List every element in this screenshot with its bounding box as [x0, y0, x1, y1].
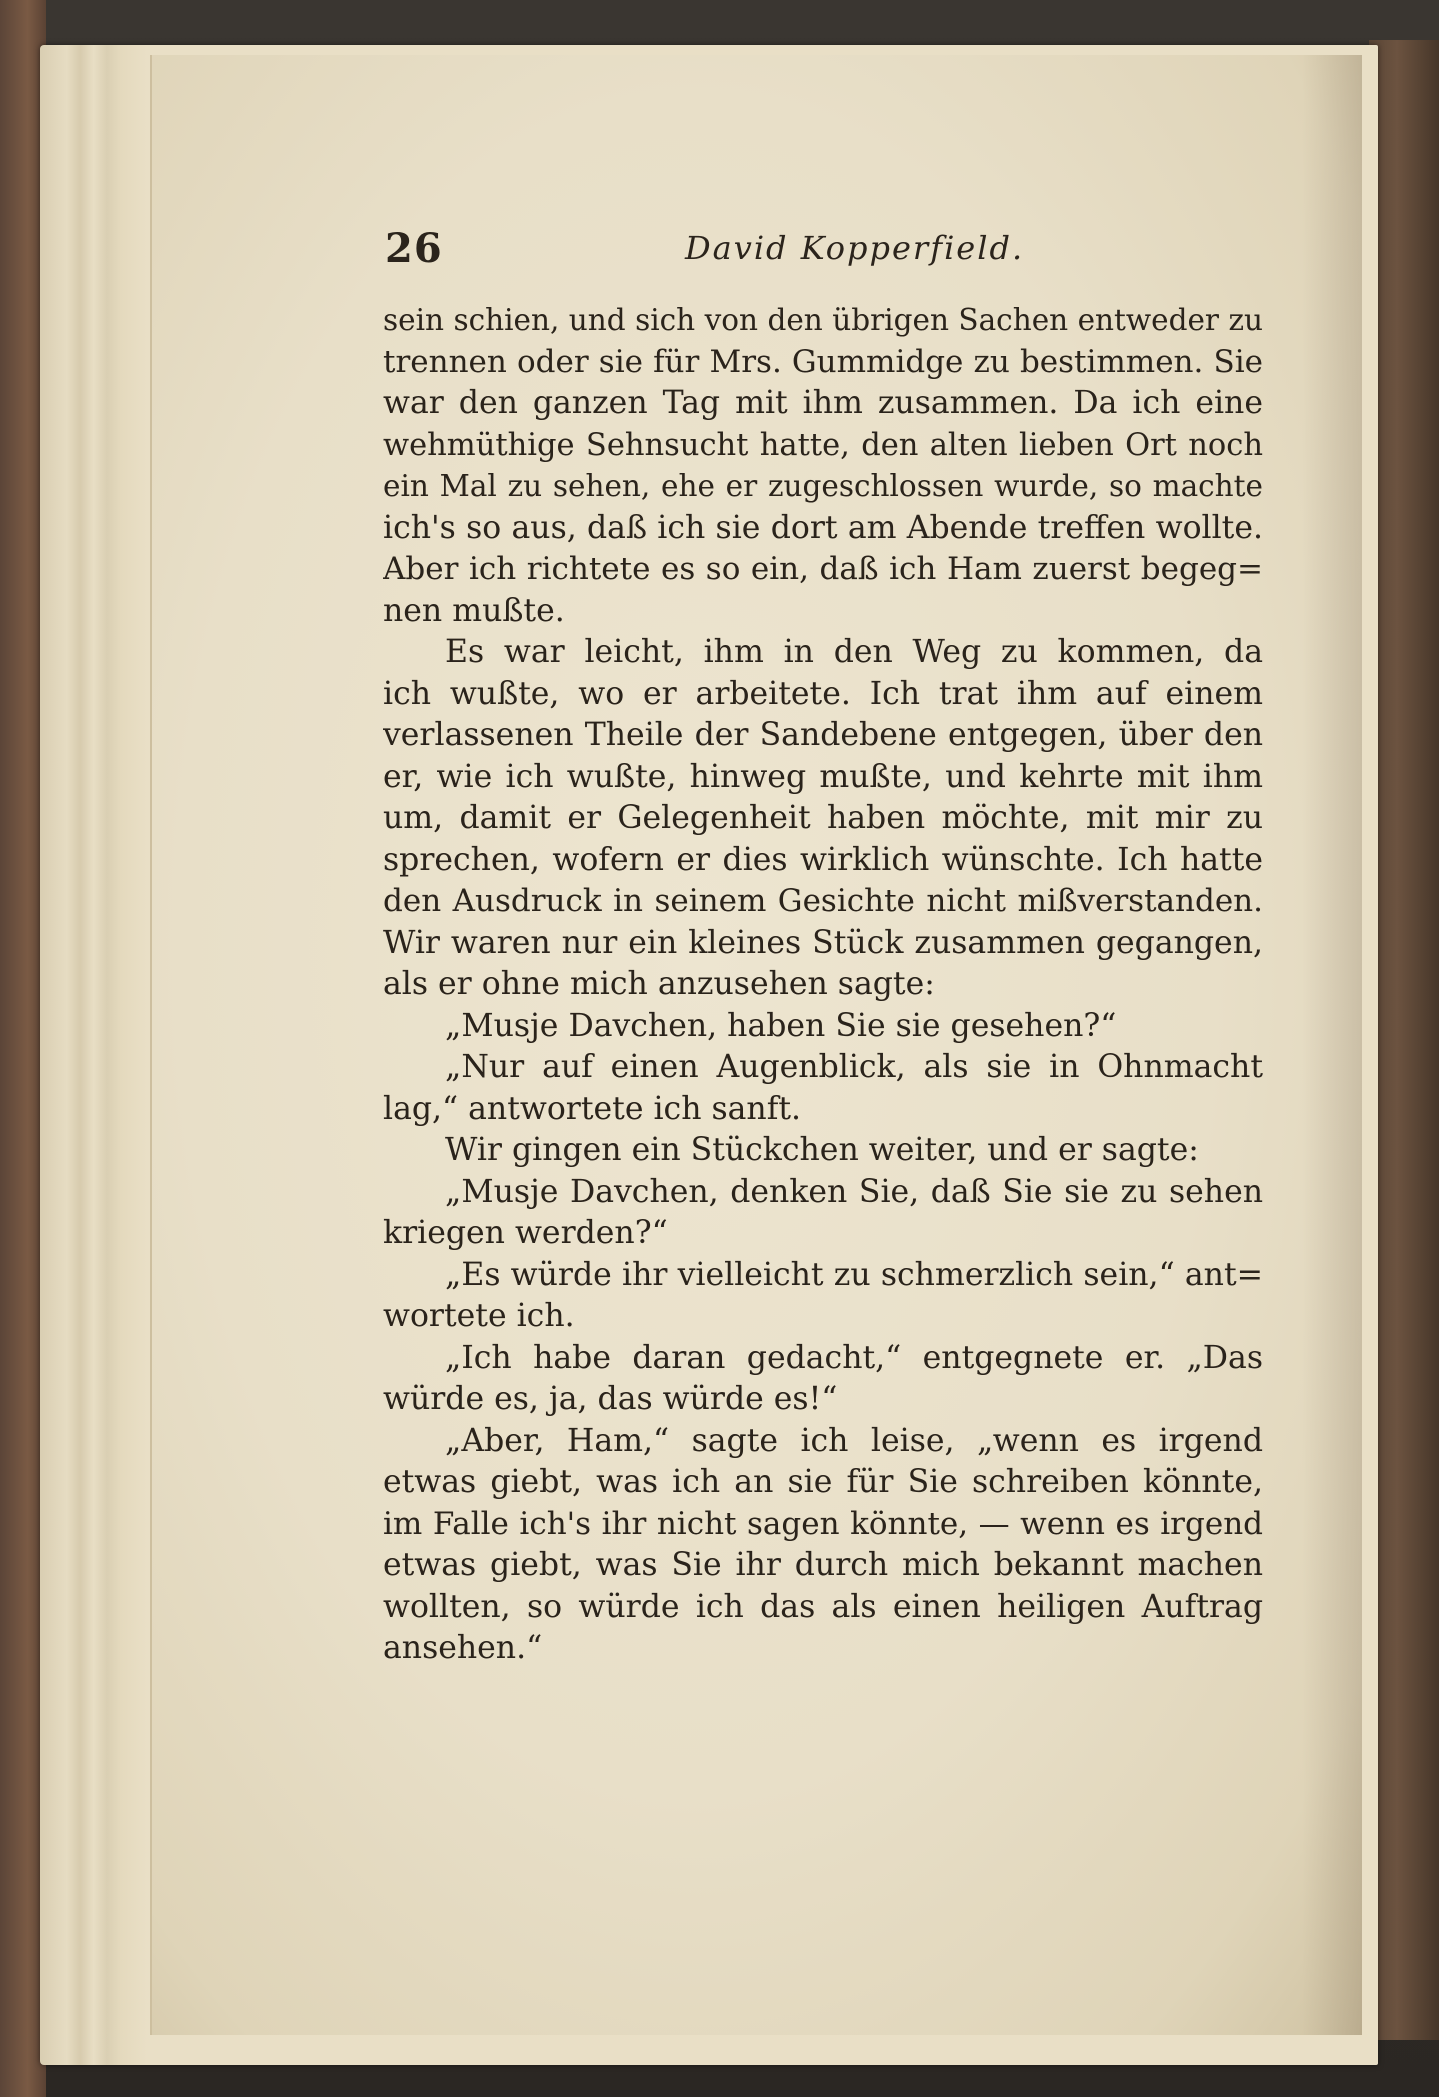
text-line: verlassenen Theile der Sandebene entgegen, über den [383, 717, 1263, 753]
page-header [385, 225, 1025, 285]
text-line: ansehen.“ [383, 1630, 543, 1666]
text-line: Wir gingen ein Stückchen weiter, und er sagte: [445, 1132, 1199, 1168]
text-line: „Ich habe daran gedacht,“ entgegnete er. „Das [445, 1339, 1263, 1376]
text-line: sein schien, und sich von den übrigen Sachen entweder zu [383, 303, 1263, 337]
text-line: „Es würde ihr vielleicht zu schmerzlich sein,“ ant= [445, 1256, 1263, 1293]
text-line: lag,“ antwortete ich sanft. [383, 1090, 802, 1127]
text-line: Es war leicht, ihm in den Weg zu kommen, da [445, 634, 1263, 670]
text-line: „Musje Davchen, denken Sie, daß Sie sie zu sehen [445, 1173, 1263, 1210]
text-line: wollten, so würde ich das als einen heiligen Auftrag [383, 1588, 1263, 1625]
text-line: war den ganzen Tag mit ihm zusammen. Da ich eine [383, 385, 1263, 421]
text-line: wehmüthige Sehnsucht hatte, den alten lieben Ort noch [383, 427, 1263, 463]
text-line: ich's so aus, daß ich sie dort am Abende treffen wollte. [383, 509, 1263, 546]
text-line: er, wie ich wußte, hinweg mußte, und kehrte mit ihm [383, 758, 1263, 795]
text-line: ich wußte, wo er arbeitete. Ich trat ihm auf einem [383, 675, 1263, 712]
text-line: ein Mal zu sehen, ehe er zugeschlossen wurde, so machte [383, 469, 1263, 503]
page-number: 26 [385, 225, 443, 272]
text-line: etwas giebt, was Sie ihr durch mich bekannt machen [383, 1547, 1263, 1583]
text-line: Aber ich richtete es so ein, daß ich Ham zuerst begeg= [383, 551, 1263, 587]
text-line: „Nur auf einen Augenblick, als sie in Ohnmacht [445, 1049, 1263, 1085]
page-gutter-shadow [1302, 55, 1362, 2035]
text-line: sprechen, wofern er dies wirklich wünschte. Ich hatte [383, 841, 1263, 878]
text-line: nen mußte. [383, 592, 565, 629]
book-cover-right-edge [1369, 40, 1439, 2040]
text-line: würde es, ja, das würde es!“ [383, 1381, 838, 1417]
text-line: den Ausdruck in seinem Gesichte nicht mißverstanden. [383, 883, 1263, 919]
body-text [383, 300, 1263, 1670]
text-line: „Musje Davchen, haben Sie sie gesehen?“ [445, 1007, 1117, 1044]
text-line: wortete ich. [383, 1298, 575, 1334]
text-line: „Aber, Ham,“ sagte ich leise, „wenn es irgend [445, 1422, 1263, 1459]
text-line: trennen oder sie für Mrs. Gummidge zu bestimmen. Sie [383, 343, 1263, 380]
text-line: im Falle ich's ihr nicht sagen könnte, — wenn es irgend [383, 1505, 1263, 1542]
text-line: um, damit er Gelegenheit haben möchte, mit mir zu [383, 800, 1263, 836]
text-line: etwas giebt, was ich an sie für Sie schreiben könnte, [383, 1464, 1263, 1500]
text-line: Wir waren nur ein kleines Stück zusammen gegangen, [383, 924, 1263, 961]
text-line: als er ohne mich anzusehen sagte: [383, 966, 935, 1002]
text-line: kriegen werden?“ [383, 1215, 668, 1251]
running-title: David Kopperfield. [685, 229, 1025, 267]
